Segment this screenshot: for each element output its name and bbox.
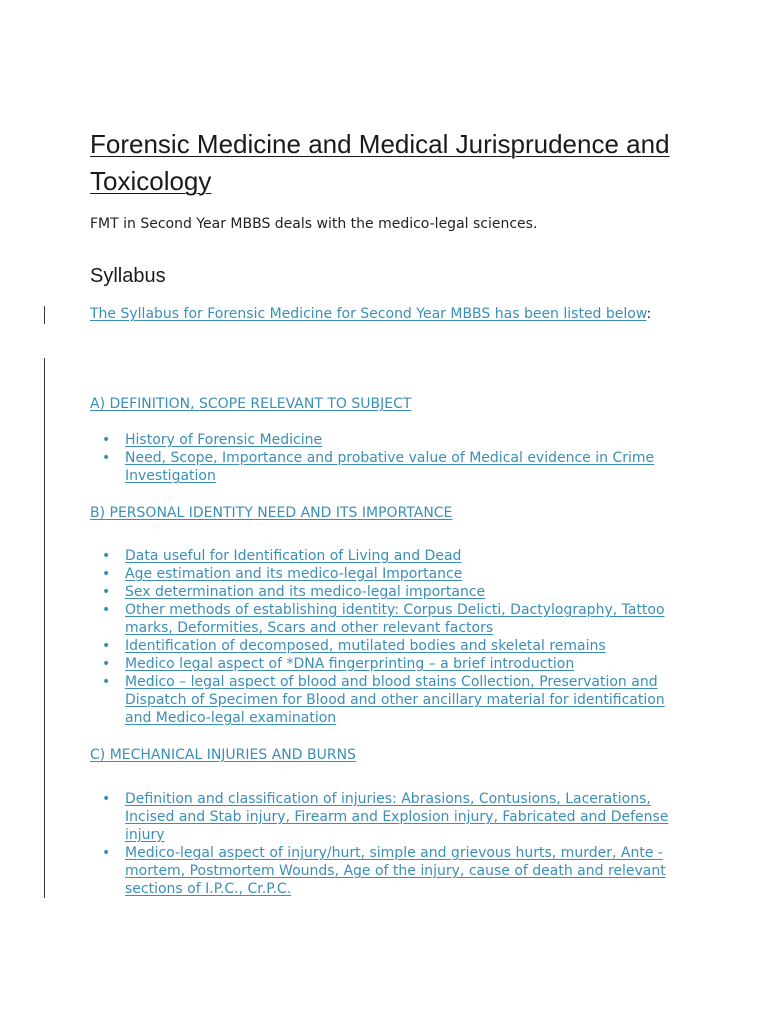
- syllabus-colon: :: [646, 306, 652, 322]
- bullet-icon: •: [102, 450, 111, 466]
- list-item: [90, 673, 690, 727]
- list-item: [90, 547, 690, 565]
- intro-paragraph: FMT in Second Year MBBS deals with the medico-legal sciences.: [90, 216, 538, 232]
- bullet-icon: •: [102, 791, 111, 807]
- bullet-icon: •: [102, 674, 111, 690]
- list-item: [90, 844, 690, 898]
- section-b-list: [90, 547, 690, 727]
- syllabus-intro-line: [90, 305, 651, 323]
- bullet-icon: •: [102, 548, 111, 564]
- bullet-icon: •: [102, 845, 111, 861]
- list-item-link[interactable]: Age estimation and its medico-legal Importance: [125, 566, 463, 582]
- list-item-link[interactable]: Other methods of establishing identity: Corpus Delicti, Dactylography, Tattoo marks, Deformities, Scars and other relevant factors: [125, 602, 665, 636]
- list-item-link[interactable]: Definition and classification of injuries: Abrasions, Contusions, Lacerations, Incised and Stab injury, Firearm and Explosion injury, Fabricated and Defense injury: [125, 791, 669, 843]
- list-item-link[interactable]: Medico-legal aspect of injury/hurt, simple and grievous hurts, murder, Ante -mortem, Postmortem Wounds, Age of the injury, cause of death and relevant sections of I.P.C., Cr.P.C.: [125, 845, 666, 897]
- section-a-list: [90, 431, 690, 485]
- margin-change-bar: [44, 306, 45, 324]
- list-item-link[interactable]: Medico – legal aspect of blood and blood stains Collection, Preservation and Dispatch of Specimen for Blood and other ancillary material for identification and Medico-legal examination: [125, 674, 665, 726]
- list-item: [90, 565, 690, 583]
- list-item-link[interactable]: Identification of decomposed, mutilated bodies and skeletal remains: [125, 638, 606, 654]
- list-item: [90, 449, 690, 485]
- syllabus-link[interactable]: The Syllabus for Forensic Medicine for Second Year MBBS has been listed below: [90, 306, 647, 322]
- bullet-icon: •: [102, 638, 111, 654]
- section-heading-link[interactable]: B) PERSONAL IDENTITY NEED AND ITS IMPORTANCE: [90, 505, 453, 521]
- page-title: Forensic Medicine and Medical Jurisprudence and Toxicology: [90, 129, 670, 196]
- list-item: [90, 601, 690, 637]
- list-item: [90, 637, 690, 655]
- bullet-icon: •: [102, 566, 111, 582]
- section-heading-link[interactable]: A) DEFINITION, SCOPE RELEVANT TO SUBJECT: [90, 396, 412, 412]
- section-heading-a: [90, 395, 411, 413]
- bullet-icon: •: [102, 602, 111, 618]
- section-c-list: [90, 790, 690, 898]
- list-item: [90, 790, 690, 844]
- syllabus-heading: Syllabus: [90, 265, 166, 287]
- list-item: [90, 431, 690, 449]
- list-item-link[interactable]: Medico legal aspect of *DNA fingerprinting – a brief introduction: [125, 656, 575, 672]
- list-item-link[interactable]: Sex determination and its medico-legal importance: [125, 584, 486, 600]
- list-item-link[interactable]: Data useful for Identification of Living and Dead: [125, 548, 462, 564]
- section-heading-b: [90, 504, 452, 522]
- section-heading-c: [90, 746, 356, 764]
- list-item-link[interactable]: History of Forensic Medicine: [125, 432, 323, 448]
- list-item: [90, 655, 690, 673]
- list-item: [90, 583, 690, 601]
- bullet-icon: •: [102, 656, 111, 672]
- bullet-icon: •: [102, 432, 111, 448]
- list-item-link[interactable]: Need, Scope, Importance and probative value of Medical evidence in Crime Investigation: [125, 450, 655, 484]
- bullet-icon: •: [102, 584, 111, 600]
- section-heading-link[interactable]: C) MECHANICAL INJURIES AND BURNS: [90, 747, 356, 763]
- margin-change-bar: [44, 358, 45, 898]
